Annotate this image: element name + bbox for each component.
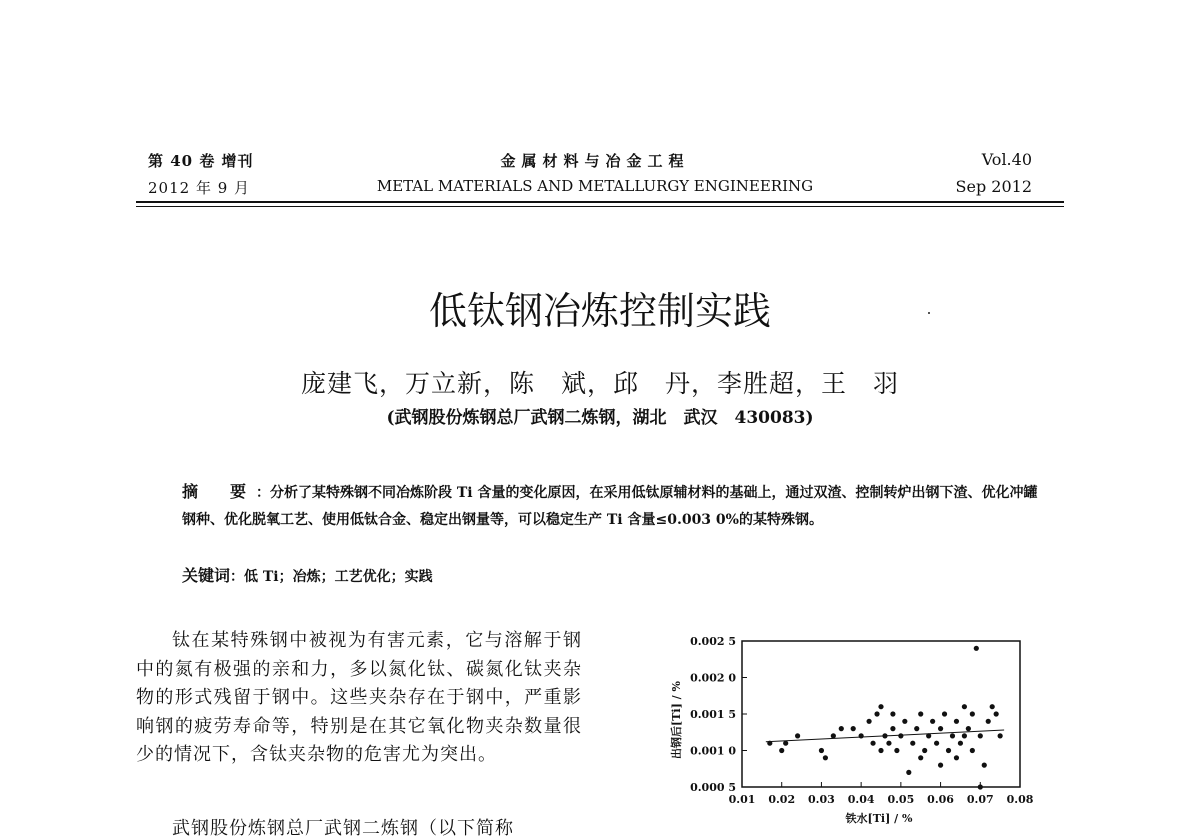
x-axis-label: 铁水[Ti] / % <box>845 812 913 825</box>
data-point <box>962 733 967 738</box>
x-axis-ticks <box>729 782 1034 806</box>
data-point <box>795 733 800 738</box>
abstract <box>182 478 1042 534</box>
data-point <box>783 741 788 746</box>
data-point <box>994 711 999 716</box>
data-point <box>831 733 836 738</box>
data-point <box>938 763 943 768</box>
data-point <box>950 733 955 738</box>
y-tick-label: 0.001 5 <box>690 708 736 721</box>
data-point <box>890 726 895 731</box>
abstract-label: 摘 要 <box>182 482 255 501</box>
data-point <box>859 733 864 738</box>
data-point <box>926 733 931 738</box>
data-point <box>934 741 939 746</box>
data-point <box>942 711 947 716</box>
header-rule-thin <box>136 206 1064 207</box>
data-point <box>882 733 887 738</box>
paper-title: 低钛钢冶炼控制实践 <box>428 289 771 333</box>
data-point <box>962 704 967 709</box>
data-point <box>839 726 844 731</box>
data-point <box>930 719 935 724</box>
data-point <box>986 719 991 724</box>
header-volume-en: Vol.40 <box>981 150 1032 169</box>
data-point <box>966 726 971 731</box>
keywords-label: 关键词 <box>182 566 231 585</box>
data-point <box>970 748 975 753</box>
x-tick-label: 0.05 <box>887 793 915 806</box>
data-point <box>866 719 871 724</box>
data-point <box>978 784 983 789</box>
data-points <box>767 646 1003 790</box>
data-point <box>823 755 828 760</box>
data-point <box>906 770 911 775</box>
data-point <box>974 646 979 651</box>
data-point <box>767 741 772 746</box>
x-tick-label: 0.02 <box>768 793 796 806</box>
data-point <box>902 719 907 724</box>
y-tick-label: 0.002 0 <box>690 671 736 685</box>
data-point <box>978 733 983 738</box>
data-point <box>998 733 1003 738</box>
data-point <box>886 741 891 746</box>
data-point <box>890 711 895 716</box>
data-point <box>779 748 784 753</box>
scatter-chart <box>660 630 1040 825</box>
data-point <box>970 711 975 716</box>
y-tick-label: 0.001 0 <box>690 744 736 758</box>
data-point <box>870 741 875 746</box>
x-tick-label: 0.03 <box>808 793 835 806</box>
data-point <box>990 704 995 709</box>
data-point <box>894 748 899 753</box>
data-point <box>910 741 915 746</box>
keywords <box>182 563 1042 586</box>
data-point <box>851 726 856 731</box>
data-point <box>982 763 987 768</box>
data-point <box>918 755 923 760</box>
plot-frame <box>742 641 1020 787</box>
data-point <box>946 748 951 753</box>
header-journal-cn: 金属材料与冶金工程 <box>500 152 690 170</box>
data-point <box>958 741 963 746</box>
data-point <box>938 726 943 731</box>
data-point <box>914 726 919 731</box>
body-paragraph-2-text: 武钢股份炼钢总厂武钢二炼钢（以下简称 <box>172 818 514 839</box>
x-tick-label: 0.01 <box>728 793 756 806</box>
body-paragraph-1: 钛在某特殊钢中被视为有害元素，它与溶解于钢中的氮有极强的亲和力，多以氮化钛、碳氮化钛夹杂物的形式残留于钢中。这些夹杂存在于钢中，严重影响钢的疲劳寿命等，特别是在其它氧化物夹杂数量很少的情况下，含钛夹杂物的危害尤为突出。 <box>136 630 582 766</box>
data-point <box>898 733 903 738</box>
abstract-text: ：分析了某特殊钢不同冶炼阶段 Ti 含量的变化原因，在采用低钛原辅材料的基础上，通过双渣、控制转炉出钢下渣、优化冲罐钢种、优化脱氧工艺、使用低钛合金、稳定出钢量等，可以稳定生产 Ti 含量≤0.003 0%的某特殊钢。 <box>182 485 1038 528</box>
y-axis-ticks <box>690 635 747 794</box>
header-volume-cn: 第 40 卷 增刊 <box>148 152 254 170</box>
data-point <box>954 755 959 760</box>
data-point <box>954 719 959 724</box>
body-paragraph-2-cut <box>136 814 582 839</box>
data-point <box>878 748 883 753</box>
x-tick-label: 0.04 <box>847 793 875 806</box>
x-tick-label: 0.07 <box>966 793 994 806</box>
author-list: 庞建飞，万立新，陈 斌，邱 丹，李胜超，王 羽 <box>300 369 899 398</box>
data-point <box>878 704 883 709</box>
keywords-text: ：低 Ti；冶炼；工艺优化；实践 <box>230 569 433 585</box>
x-tick-label: 0.08 <box>1006 793 1034 806</box>
y-tick-label: 0.002 5 <box>690 635 736 648</box>
y-axis-label: 出钢后[Ti] / % <box>670 681 683 759</box>
data-point <box>874 711 879 716</box>
data-point <box>819 748 824 753</box>
header-date-en: Sep 2012 <box>955 177 1032 196</box>
header-journal-en: METAL MATERIALS AND METALLURGY ENGINEERING <box>376 177 814 195</box>
x-tick-label: 0.06 <box>927 793 954 806</box>
affiliation: (武钢股份炼钢总厂武钢二炼钢，湖北 武汉 430083) <box>386 408 814 428</box>
stray-dot <box>928 312 930 314</box>
y-tick-label: 0.000 5 <box>690 781 736 794</box>
data-point <box>922 748 927 753</box>
data-point <box>918 711 923 716</box>
header-rule-thick <box>136 201 1064 203</box>
header-date-cn: 2012 年 9 月 <box>148 179 251 197</box>
